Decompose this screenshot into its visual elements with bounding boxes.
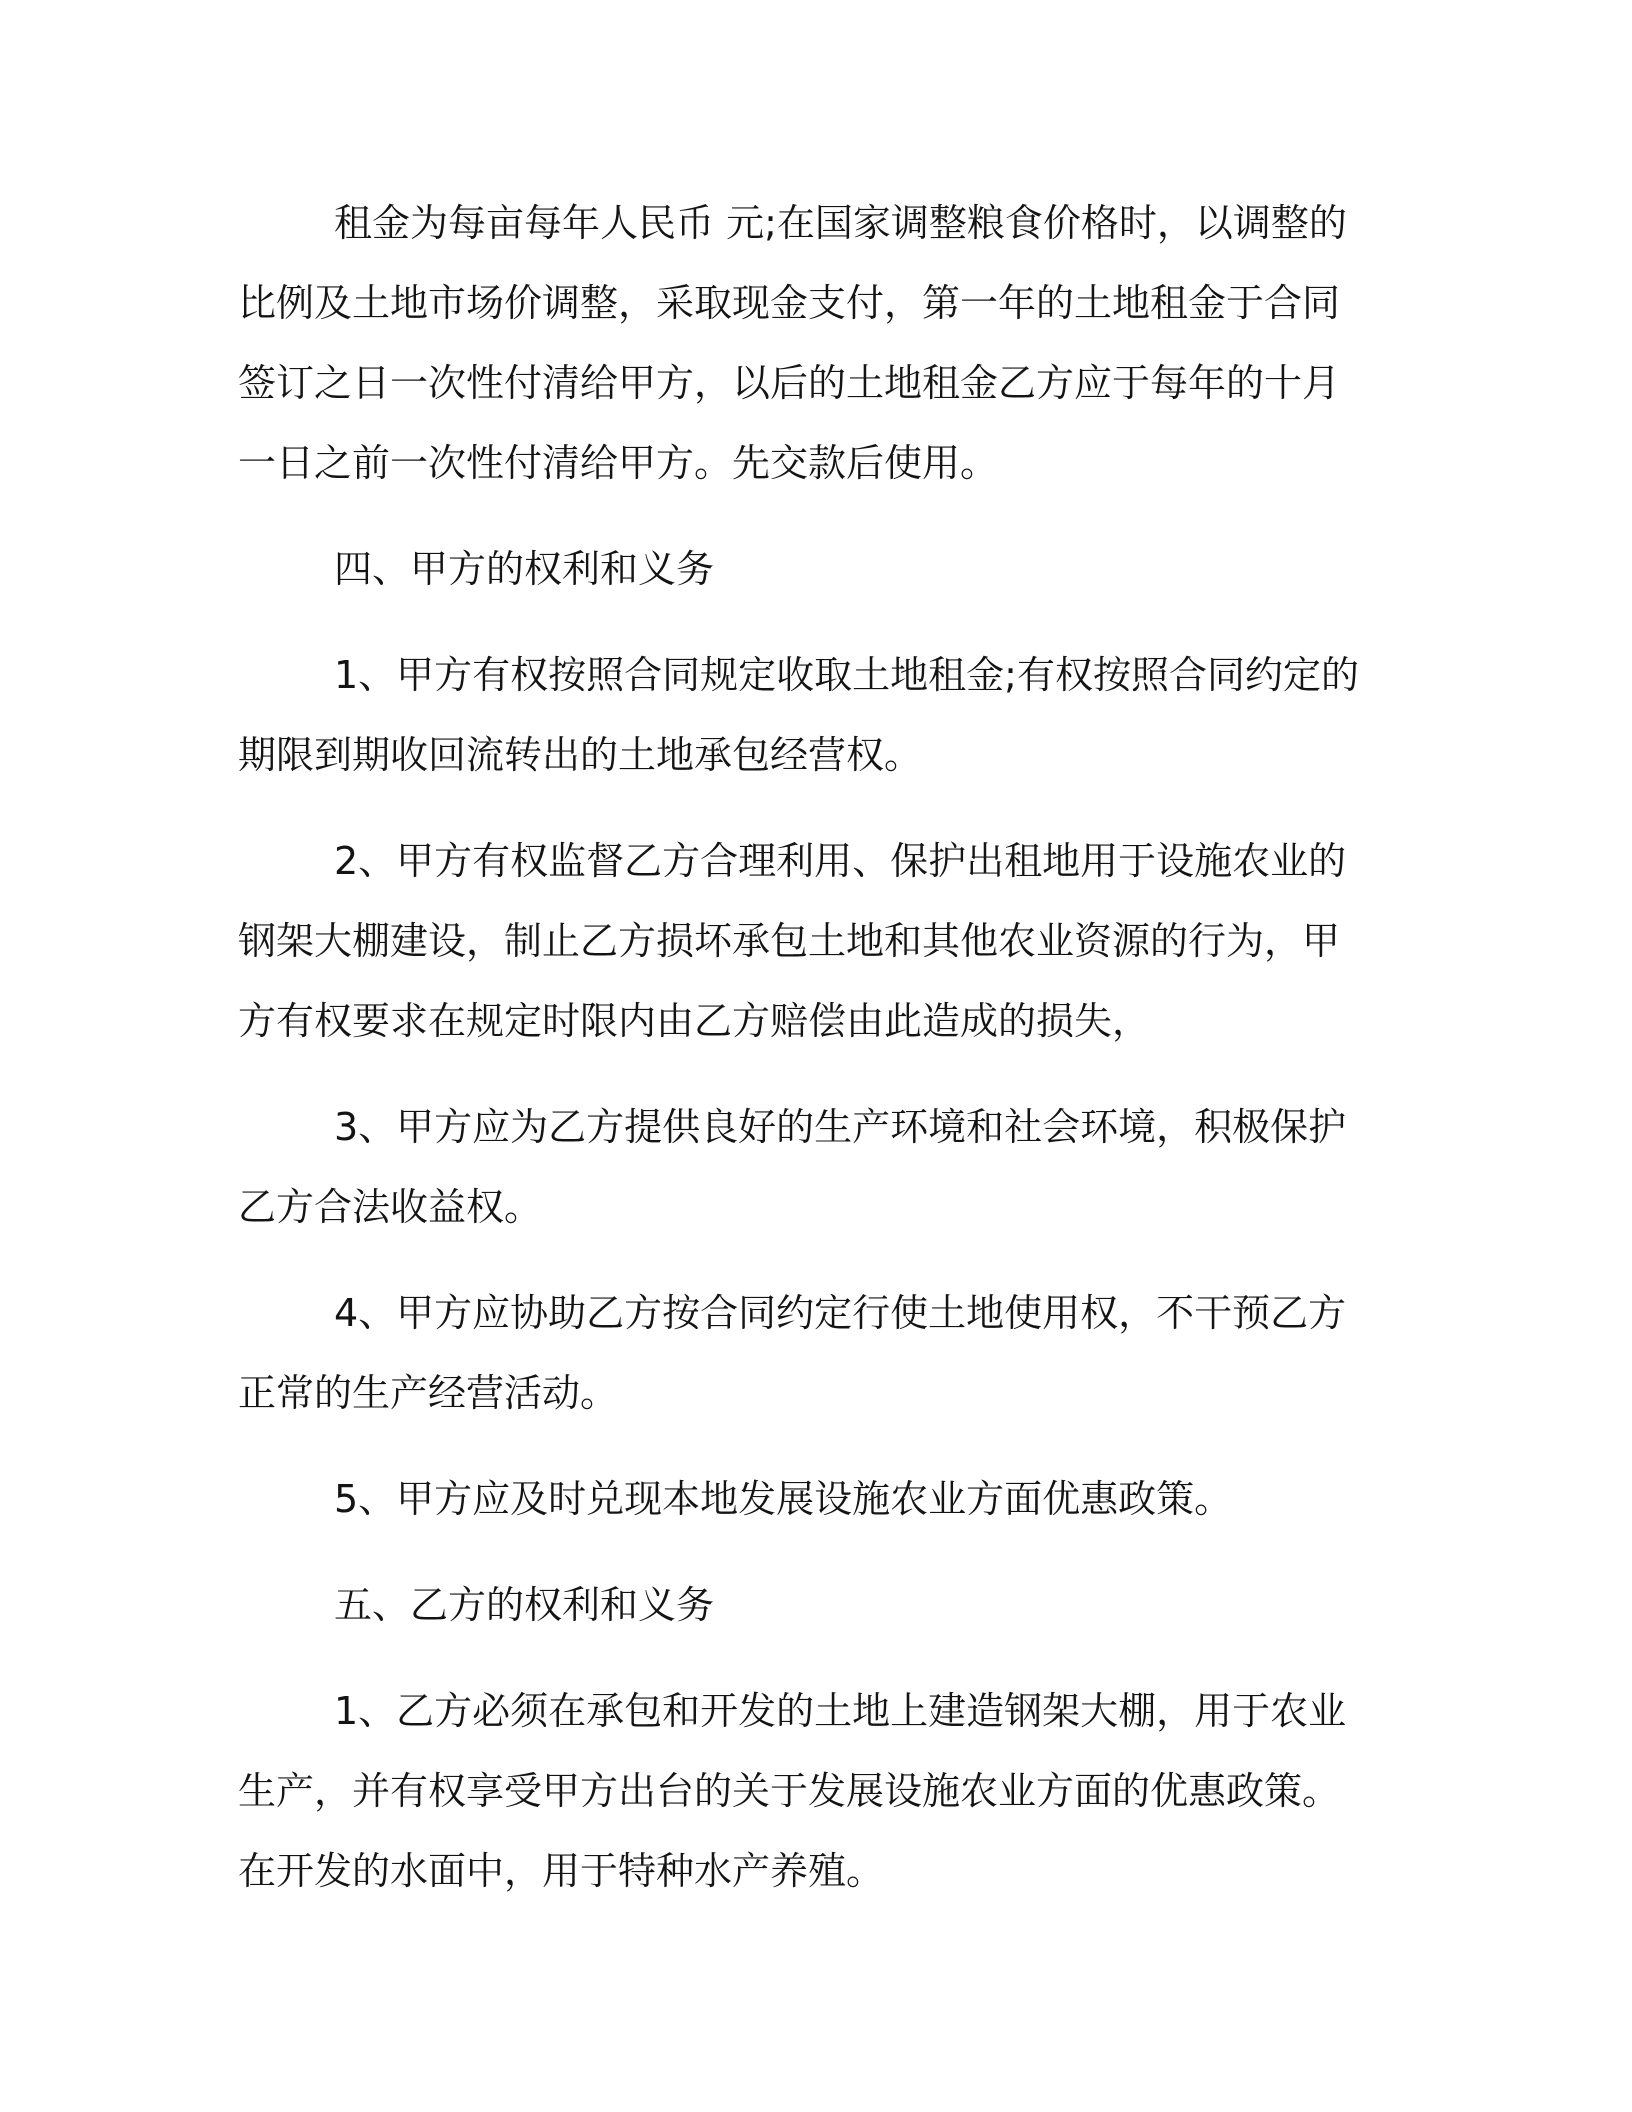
document-body	[238, 183, 1376, 1937]
paragraph-party-a-item-4: 4、甲方应协助乙方按合同约定行使土地使用权，不干预乙方正常的生产经营活动。	[238, 1291, 1347, 1415]
paragraph-party-a-item-5: 5、甲方应及时兑现本地发展设施农业方面优惠政策。	[334, 1477, 1233, 1521]
section-heading-party-b: 五、乙方的权利和义务	[334, 1583, 715, 1627]
paragraph-party-a-item-1: 1、甲方有权按照合同规定收取土地租金;有权按照合同约定的期限到期收回流转出的土地承包经营权。	[238, 653, 1359, 777]
paragraph-party-a-item-3: 3、甲方应为乙方提供良好的生产环境和社会环境，积极保护乙方合法收益权。	[238, 1105, 1347, 1229]
paragraph-party-b-item-1: 1、乙方必须在承包和开发的土地上建造钢架大棚，用于农业生产，并有权享受甲方出台的关于发展设施农业方面的优惠政策。在开发的水面中，用于特种水产养殖。	[238, 1689, 1347, 1893]
paragraph-party-a-item-2: 2、甲方有权监督乙方合理利用、保护出租地用于设施农业的钢架大棚建设，制止乙方损坏承包土地和其他农业资源的行为，甲方有权要求在规定时限内由乙方赔偿由此造成的损失，	[238, 839, 1347, 1043]
paragraph-rent-terms: 租金为每亩每年人民币 元;在国家调整粮食价格时，以调整的比例及土地市场价调整，采取现金支付，第一年的土地租金于合同签订之日一次性付清给甲方，以后的土地租金乙方应于每年的十月一日之前一次性付清给甲方。先交款后使用。	[238, 201, 1347, 485]
section-heading-party-a: 四、甲方的权利和义务	[334, 547, 715, 591]
